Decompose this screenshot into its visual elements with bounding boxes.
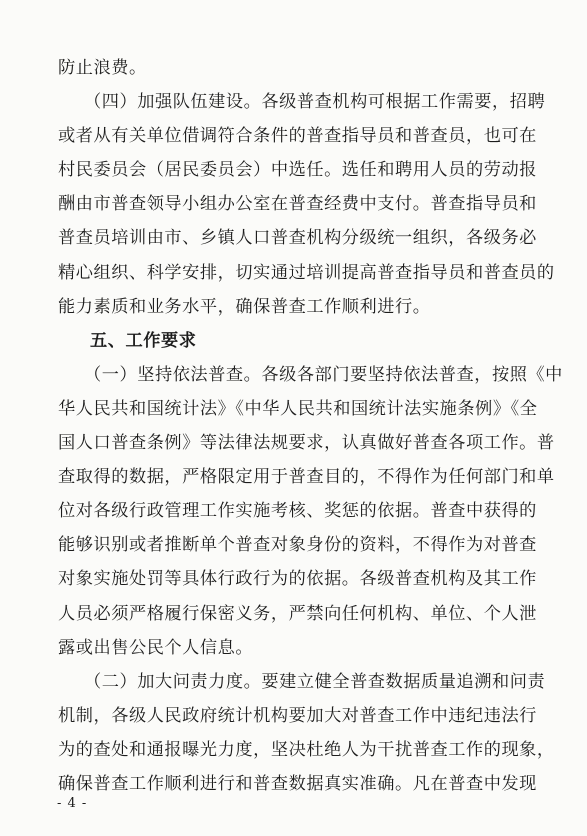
section-heading: 五、工作要求 [90, 331, 197, 351]
text-line: 位对各级行政管理工作实施考核、奖惩的依据。普查中获得的 [58, 501, 537, 521]
page-number: - 4 - [57, 796, 88, 811]
text-line: 对象实施处罚等具体行政行为的依据。各级普查机构及其工作 [58, 569, 537, 589]
text-line: 酬由市普查领导小组办公室在普查经费中支付。普查指导员和 [58, 194, 537, 214]
text-line: 精心组织、科学安排，切实通过培训提高普查指导员和普查员的 [58, 263, 555, 283]
text-line: 村民委员会（居民委员会）中选任。选任和聘用人员的劳动报 [58, 160, 537, 180]
text-line: 为的查处和通报曝光力度，坚决杜绝人为干扰普查工作的现象， [58, 740, 555, 760]
text-line: （二）加大问责力度。要建立健全普查数据质量追溯和问责 [84, 672, 546, 692]
text-line: 能够识别或者推断单个普查对象身份的资料，不得作为对普查 [58, 535, 537, 555]
text-line: 华人民共和国统计法》《中华人民共和国统计法实施条例》《全 [58, 399, 538, 419]
text-line: 人员必须严格履行保密义务，严禁向任何机构、单位、个人泄 [58, 604, 537, 624]
text-line: 机制，各级人民政府统计机构要加大对普查工作中违纪违法行 [58, 706, 537, 726]
text-line: （一）坚持依法普查。各级各部门要坚持依法普查，按照《中 [84, 365, 563, 385]
text-line: 防止浪费。 [58, 58, 147, 78]
text-line: 国人口普查条例》等法律法规要求，认真做好普查各项工作。普 [58, 433, 555, 453]
text-line: 查取得的数据，严格限定用于普查目的，不得作为任何部门和单 [58, 467, 555, 487]
text-line: 露或出售公民个人信息。 [58, 638, 254, 658]
text-line: 或者从有关单位借调符合条件的普查指导员和普查员，也可在 [58, 126, 537, 146]
text-line: 确保普查工作顺利进行和普查数据真实准确。凡在普查中发现 [58, 774, 537, 794]
text-line: （四）加强队伍建设。各级普查机构可根据工作需要，招聘 [84, 92, 546, 112]
text-line: 普查员培训由市、乡镇人口普查机构分级统一组织，各级务必 [58, 228, 537, 248]
text-line: 能力素质和业务水平，确保普查工作顺利进行。 [58, 297, 431, 317]
